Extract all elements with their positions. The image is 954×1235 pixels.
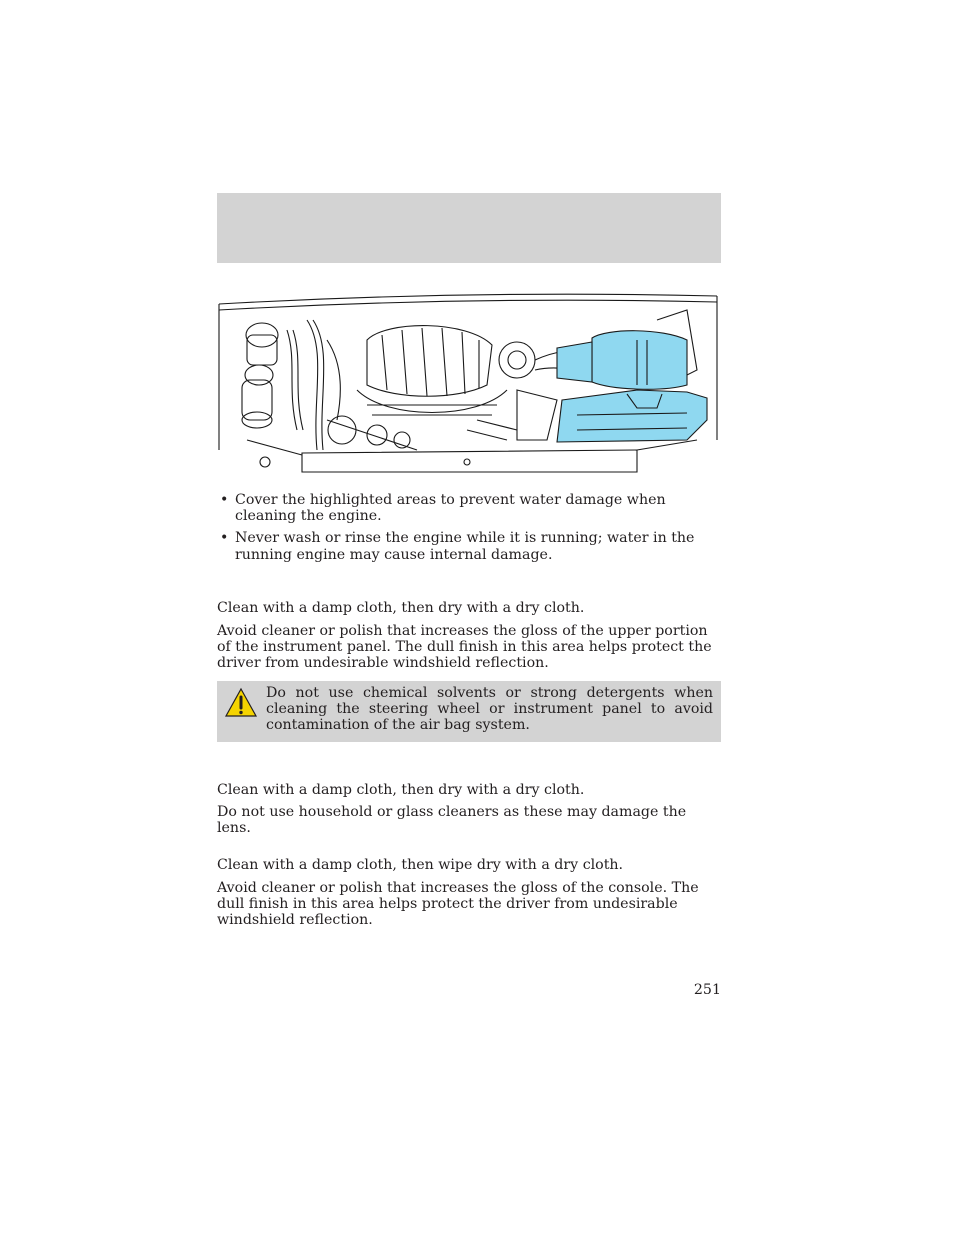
list-item: • Never wash or rinse the engine while it is running; water in the running engine may cause internal damage.	[220, 530, 695, 563]
warning-triangle-icon	[224, 687, 258, 719]
list-item: • Cover the highlighted areas to prevent water damage when cleaning the engine.	[220, 492, 666, 525]
instrument-panel-paragraph-2: Avoid cleaner or polish that increases the gloss of the upper portion of the instrument panel. The dull finish in this area helps protect the driver from undesirable windshield reflection.	[217, 623, 712, 672]
instrument-panel-paragraph-1: Clean with a damp cloth, then dry with a dry cloth.	[217, 600, 585, 616]
engine-compartment-illustration	[217, 290, 721, 482]
section-header-band	[217, 193, 721, 263]
page-number: 251	[693, 982, 721, 998]
bullet-text: Never wash or rinse the engine while it is running; water in the running engine may cause internal damage.	[235, 530, 695, 563]
instrument-lens-paragraph-2: Do not use household or glass cleaners as these may damage the lens.	[217, 804, 687, 837]
warning-text: Do not use chemical solvents or strong detergents when cleaning the steering wheel or instrument panel to avoid contamination of the air bag system.	[266, 685, 713, 734]
console-paragraph-2: Avoid cleaner or polish that increases the gloss of the console. The dull finish in this area helps protect the driver from undesirable windshield reflection.	[217, 880, 699, 929]
warning-box	[217, 681, 721, 742]
engine-cleaning-bullet-list	[217, 492, 721, 569]
bullet-text: Cover the highlighted areas to prevent water damage when cleaning the engine.	[235, 492, 666, 525]
console-paragraph-1: Clean with a damp cloth, then wipe dry with a dry cloth.	[217, 857, 624, 873]
instrument-lens-paragraph-1: Clean with a damp cloth, then dry with a dry cloth.	[217, 782, 585, 798]
